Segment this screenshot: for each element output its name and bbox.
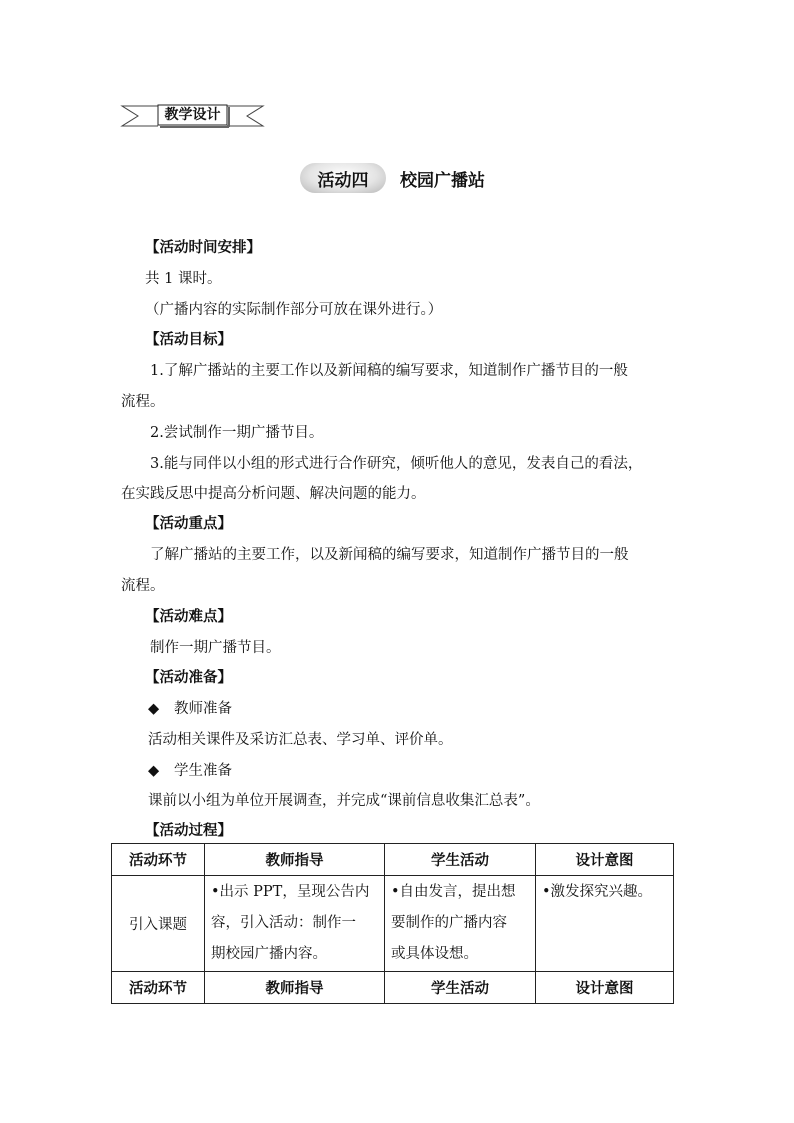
diamond-bullet-icon: ◆: [148, 763, 160, 779]
heading-prep: 【活动准备】: [145, 670, 232, 686]
section-banner: [120, 104, 265, 128]
column-header: 设计意图: [536, 844, 674, 876]
heading-difficulty: 【活动难点】: [145, 609, 232, 625]
column-header: 设计意图: [536, 972, 674, 1004]
goal-3-line-2: 在实践反思中提高分析问题、解决问题的能力。: [121, 486, 426, 502]
heading-key: 【活动重点】: [145, 516, 232, 532]
column-header: 活动环节: [112, 844, 205, 876]
prep-teacher-item: [148, 699, 232, 719]
difficulty-line-1: 制作一期广播节目。: [150, 640, 281, 656]
student-activity-line: •自由发言，提出想: [391, 884, 516, 900]
diamond-bullet-icon: ◆: [148, 701, 160, 717]
prep-student-item: [148, 761, 232, 781]
heading-time: 【活动时间安排】: [145, 240, 261, 256]
key-line-1: 了解广播站的主要工作，以及新闻稿的编写要求，知道制作广播节目的一般: [150, 547, 629, 563]
prep-student-label: 学生准备: [174, 763, 232, 779]
stage-cell: 引入课题: [112, 876, 205, 972]
key-line-2: 流程。: [121, 578, 165, 594]
prep-teacher-label: 教师准备: [174, 701, 232, 717]
goal-1-line-2: 流程。: [121, 394, 165, 410]
title-activity-number: 活动四: [317, 171, 369, 191]
title-activity-name: 校园广播站: [400, 171, 485, 191]
column-header: 学生活动: [385, 844, 536, 876]
prep-teacher-text: 活动相关课件及采访汇总表、学习单、评价单。: [148, 732, 453, 748]
teacher-guidance-line: 期校园广播内容。: [211, 946, 327, 962]
goal-2: 2.尝试制作一期广播节目。: [150, 425, 324, 441]
heading-goals: 【活动目标】: [145, 332, 232, 348]
heading-process: 【活动过程】: [145, 823, 232, 839]
time-line-2: （广播内容的实际制作部分可放在课外进行。）: [145, 302, 443, 318]
table-header-row: [112, 844, 674, 876]
activity-process-table: [111, 843, 674, 1004]
column-header: 教师指导: [205, 972, 385, 1004]
goal-1-line-1: 1.了解广播站的主要工作以及新闻稿的编写要求，知道制作广播节目的一般: [150, 363, 628, 379]
student-activity-cell: [385, 876, 536, 972]
prep-student-text: 课前以小组为单位开展调查，并完成“课前信息收集汇总表”。: [148, 793, 540, 809]
lesson-title: [300, 163, 530, 195]
student-activity-line: 要制作的广播内容: [391, 915, 507, 931]
column-header: 活动环节: [112, 972, 205, 1004]
teacher-guidance-cell: [205, 876, 385, 972]
goal-3-line-1: 3.能与同伴以小组的形式进行合作研究，倾听他人的意见，发表自己的看法，: [150, 456, 643, 472]
column-header: 学生活动: [385, 972, 536, 1004]
table-row: [112, 876, 674, 972]
table-header-row-repeat: [112, 972, 674, 1004]
time-line-1: 共 1 课时。: [145, 271, 222, 287]
design-intent-cell: •激发探究兴趣。: [536, 876, 674, 972]
teacher-guidance-line: 容，引入活动：制作一: [211, 915, 356, 931]
banner-label: 教学设计: [164, 107, 221, 123]
student-activity-line: 或具体设想。: [391, 946, 478, 962]
teacher-guidance-line: •出示 PPT，呈现公告内: [211, 884, 370, 900]
column-header: 教师指导: [205, 844, 385, 876]
